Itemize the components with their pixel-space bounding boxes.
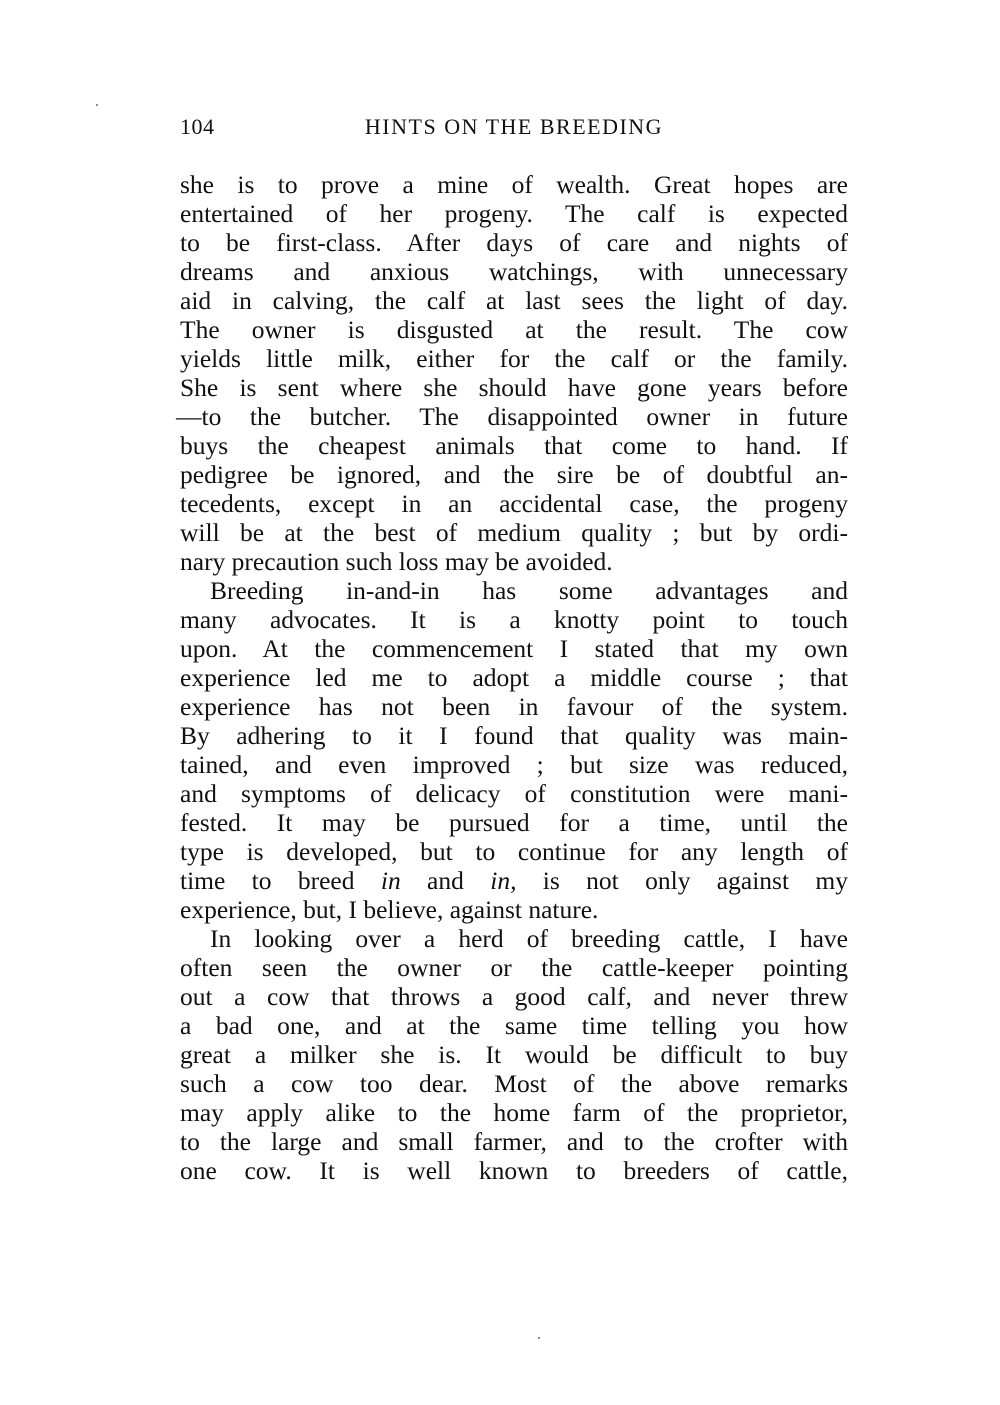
page-number: 104 (180, 114, 215, 139)
text-line: experience has not been in favour of the system. (180, 692, 848, 721)
text-line: fested. It may be pursued for a time, until the (180, 808, 848, 837)
text-segment: time to breed (180, 866, 381, 895)
text-line: buys the cheapest animals that come to hand. If (180, 431, 848, 460)
paragraph (180, 924, 848, 1185)
paper-speck (96, 104, 98, 106)
text-line: aid in calving, the calf at last sees the light of day. (180, 286, 848, 315)
text-line: tained, and even improved ; but size was reduced, (180, 750, 848, 779)
running-title: HINTS ON THE BREEDING (364, 114, 664, 139)
text-line: She is sent where she should have gone years before (180, 373, 848, 402)
text-line: great a milker she is. It would be difficult to buy (180, 1040, 848, 1069)
text-line: type is developed, but to continue for any length of (180, 837, 848, 866)
text-line: By adhering to it I found that quality was main- (180, 721, 848, 750)
text-line: she is to prove a mine of wealth. Great hopes are (180, 170, 848, 199)
text-line: entertained of her progeny. The calf is expected (180, 199, 848, 228)
text-line: —to the butcher. The disappointed owner in future (176, 402, 848, 431)
text-line: will be at the best of medium quality ; but by ordi- (180, 518, 848, 547)
text-line: Breeding in-and-in has some advantages and (210, 576, 848, 605)
text-line: often seen the owner or the cattle-keeper pointing (180, 953, 848, 982)
italic-word: in, (490, 866, 517, 895)
text-line: In looking over a herd of breeding cattle, I have (210, 924, 848, 953)
text-line: to be first-class. After days of care and nights of (180, 228, 848, 257)
text-line: may apply alike to the home farm of the proprietor, (180, 1098, 848, 1127)
text-line: out a cow that throws a good calf, and never threw (180, 982, 848, 1011)
text-line: The owner is disgusted at the result. The cow (180, 315, 848, 344)
text-line: experience led me to adopt a middle course ; that (180, 663, 848, 692)
paper-speck (538, 1337, 540, 1339)
text-line-with-italics (180, 866, 848, 895)
paragraph (176, 170, 848, 576)
text-line: nary precaution such loss may be avoided. (180, 547, 613, 576)
text-line: tecedents, except in an accidental case, the progeny (180, 489, 848, 518)
text-segment: and (400, 866, 491, 895)
text-line: a bad one, and at the same time telling you how (180, 1011, 848, 1040)
text-line: to the large and small farmer, and to the crofter with (180, 1127, 848, 1156)
text-line: and symptoms of delicacy of constitution were mani- (180, 779, 848, 808)
text-line: experience, but, I believe, against nature. (180, 895, 599, 924)
text-line: many advocates. It is a knotty point to touch (180, 605, 848, 634)
text-line: yields little milk, either for the calf or the family. (180, 344, 848, 373)
text-line: dreams and anxious watchings, with unnecessary (180, 257, 848, 286)
text-line: upon. At the commencement I stated that my own (180, 634, 848, 663)
text-line: such a cow too dear. Most of the above remarks (180, 1069, 848, 1098)
running-head (180, 114, 848, 148)
text-segment: is not only against my (516, 866, 848, 895)
body-text (176, 170, 848, 1185)
text-line: one cow. It is well known to breeders of cattle, (180, 1156, 848, 1185)
italic-word: in (380, 866, 401, 895)
paragraph (180, 576, 848, 924)
text-line: pedigree be ignored, and the sire be of doubtful an- (180, 460, 848, 489)
